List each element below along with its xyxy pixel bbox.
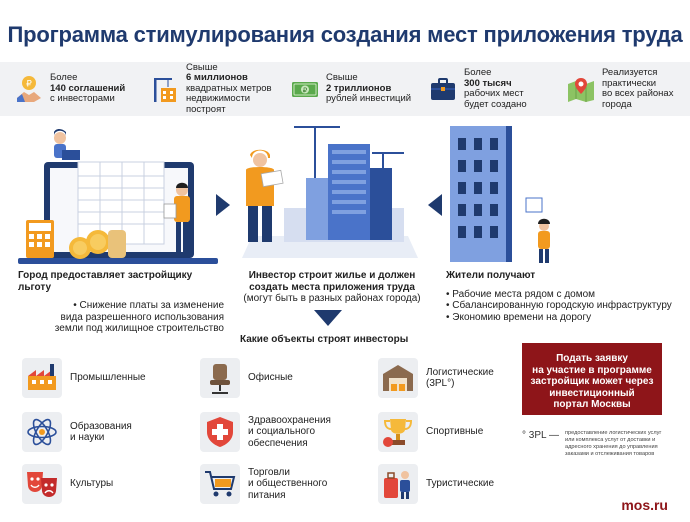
stat-desc: во всех районах (602, 88, 674, 99)
stat-prefix: Более (464, 67, 492, 78)
stat-value: 140 соглашений (50, 82, 126, 94)
stat-districts (566, 62, 673, 116)
stat-value: 300 тысяч (464, 77, 512, 89)
object-label: Офисные (248, 372, 293, 384)
object-item (200, 412, 331, 452)
arrow-down-icon (314, 310, 342, 326)
mos-ru-logo[interactable]: mos.ru (621, 497, 668, 513)
cta-text: застройщик может через (530, 376, 654, 387)
object-label: и общественного (248, 478, 328, 490)
object-item (200, 358, 293, 398)
object-label: Торговли (248, 466, 290, 478)
stat-desc: квадратных метров (186, 82, 272, 94)
stat-agreements (14, 62, 125, 116)
object-label: Образования (70, 420, 132, 432)
cta-text: на участие в программе (532, 364, 652, 376)
stat-desc: рублей инвестиций (326, 93, 412, 105)
svg-text:₽: ₽ (302, 86, 308, 95)
object-label: и социального (248, 426, 316, 438)
left-heading: Город предоставляет застройщику льготу (18, 270, 193, 293)
cta-text: Подать заявку (556, 353, 628, 364)
cta-text: портал Москвы (553, 399, 631, 410)
object-label: Туристические (426, 478, 495, 490)
right-bullet: • Сбалансированную городскую инфраструктуру (446, 300, 672, 311)
stat-desc: Реализуется (602, 67, 658, 78)
right-bullet: • Экономию времени на дорогу (446, 311, 592, 323)
object-item (378, 412, 483, 452)
stat-square-meters (150, 62, 272, 116)
stat-desc: рабочих мест (464, 88, 524, 99)
stat-desc: построят (186, 103, 226, 115)
stat-value: 6 миллионов (186, 72, 248, 84)
map-pin-icon (566, 74, 596, 104)
object-item (200, 464, 327, 504)
center-subtext: (могут быть в разных районах города) (243, 293, 421, 304)
tourist-icon (378, 464, 418, 504)
stat-desc: практически (602, 77, 657, 89)
stat-jobs (428, 62, 527, 116)
cta-text: инвестиционный (549, 387, 635, 399)
object-label: и науки (70, 432, 105, 443)
stat-prefix: Более (50, 72, 78, 84)
stat-investments (290, 62, 411, 116)
stat-prefix: Свыше (326, 72, 358, 84)
theatre-masks-icon (22, 464, 62, 504)
left-bullet-cont: вида разрешенного использования (60, 311, 224, 323)
right-heading: Жители получают (446, 270, 536, 281)
handshake-coins-icon (14, 74, 44, 104)
center-caption (232, 270, 432, 305)
warehouse-icon (378, 358, 418, 398)
investor-construction-illustration (232, 124, 428, 266)
stat-prefix: Свыше (186, 61, 218, 73)
object-label: обеспечения (248, 437, 308, 449)
apply-cta-box[interactable] (522, 343, 662, 415)
footnote (522, 430, 662, 458)
object-label: Культуры (70, 478, 114, 490)
left-bullet-cont: земли под жилищное строительство (54, 323, 224, 334)
arrow-left-icon (428, 194, 442, 216)
arrow-right-icon (216, 194, 230, 216)
city-benefit-illustration (18, 124, 218, 266)
object-label: Логистические (426, 366, 494, 378)
right-bullet: • Рабочие места рядом с домом (446, 288, 596, 300)
stat-value: 2 триллионов (326, 82, 392, 94)
briefcase-icon (428, 74, 458, 104)
svg-text:₽: ₽ (26, 79, 32, 90)
atom-icon (22, 412, 62, 452)
footnote-key: ° 3PL — (522, 430, 559, 441)
objects-title: Какие объекты строят инвесторы (240, 334, 409, 345)
office-chair-icon (200, 358, 240, 398)
stats-strip (0, 62, 690, 116)
center-heading: Инвестор строит жилье и должен (248, 270, 416, 281)
stat-desc: города (602, 98, 632, 110)
medical-cross-icon (200, 412, 240, 452)
residents-building-illustration (446, 124, 554, 266)
right-caption (446, 270, 682, 323)
banknote-icon (290, 74, 320, 104)
crane-building-icon (150, 74, 180, 104)
stat-desc: недвижимости (186, 93, 251, 105)
page-title: Программа стимулирования создания мест приложения труда (7, 22, 683, 47)
stat-desc: будет создано (464, 98, 527, 110)
left-caption (18, 270, 228, 335)
shopping-cart-icon (200, 464, 240, 504)
object-label: Спортивные (426, 426, 484, 438)
object-item (22, 358, 146, 398)
object-item (378, 358, 494, 398)
object-label: питания (248, 489, 286, 501)
factory-icon (22, 358, 62, 398)
center-heading: создать места приложения труда (249, 281, 415, 293)
object-label: Промышленные (70, 372, 146, 384)
object-item (22, 464, 113, 504)
object-item (22, 412, 132, 452)
footnote-text: предоставление логистических услуг или комплекса услуг от доставки и адресного хранения до управления заказами и отслеживания товаров (564, 430, 662, 457)
stat-desc: с инвесторами (50, 93, 115, 105)
left-bullet: • Снижение платы за изменение (73, 300, 224, 311)
trophy-icon (378, 412, 418, 452)
object-item (378, 464, 494, 504)
object-label: (3PL°) (426, 378, 455, 389)
object-label: Здравоохранения (248, 414, 331, 426)
